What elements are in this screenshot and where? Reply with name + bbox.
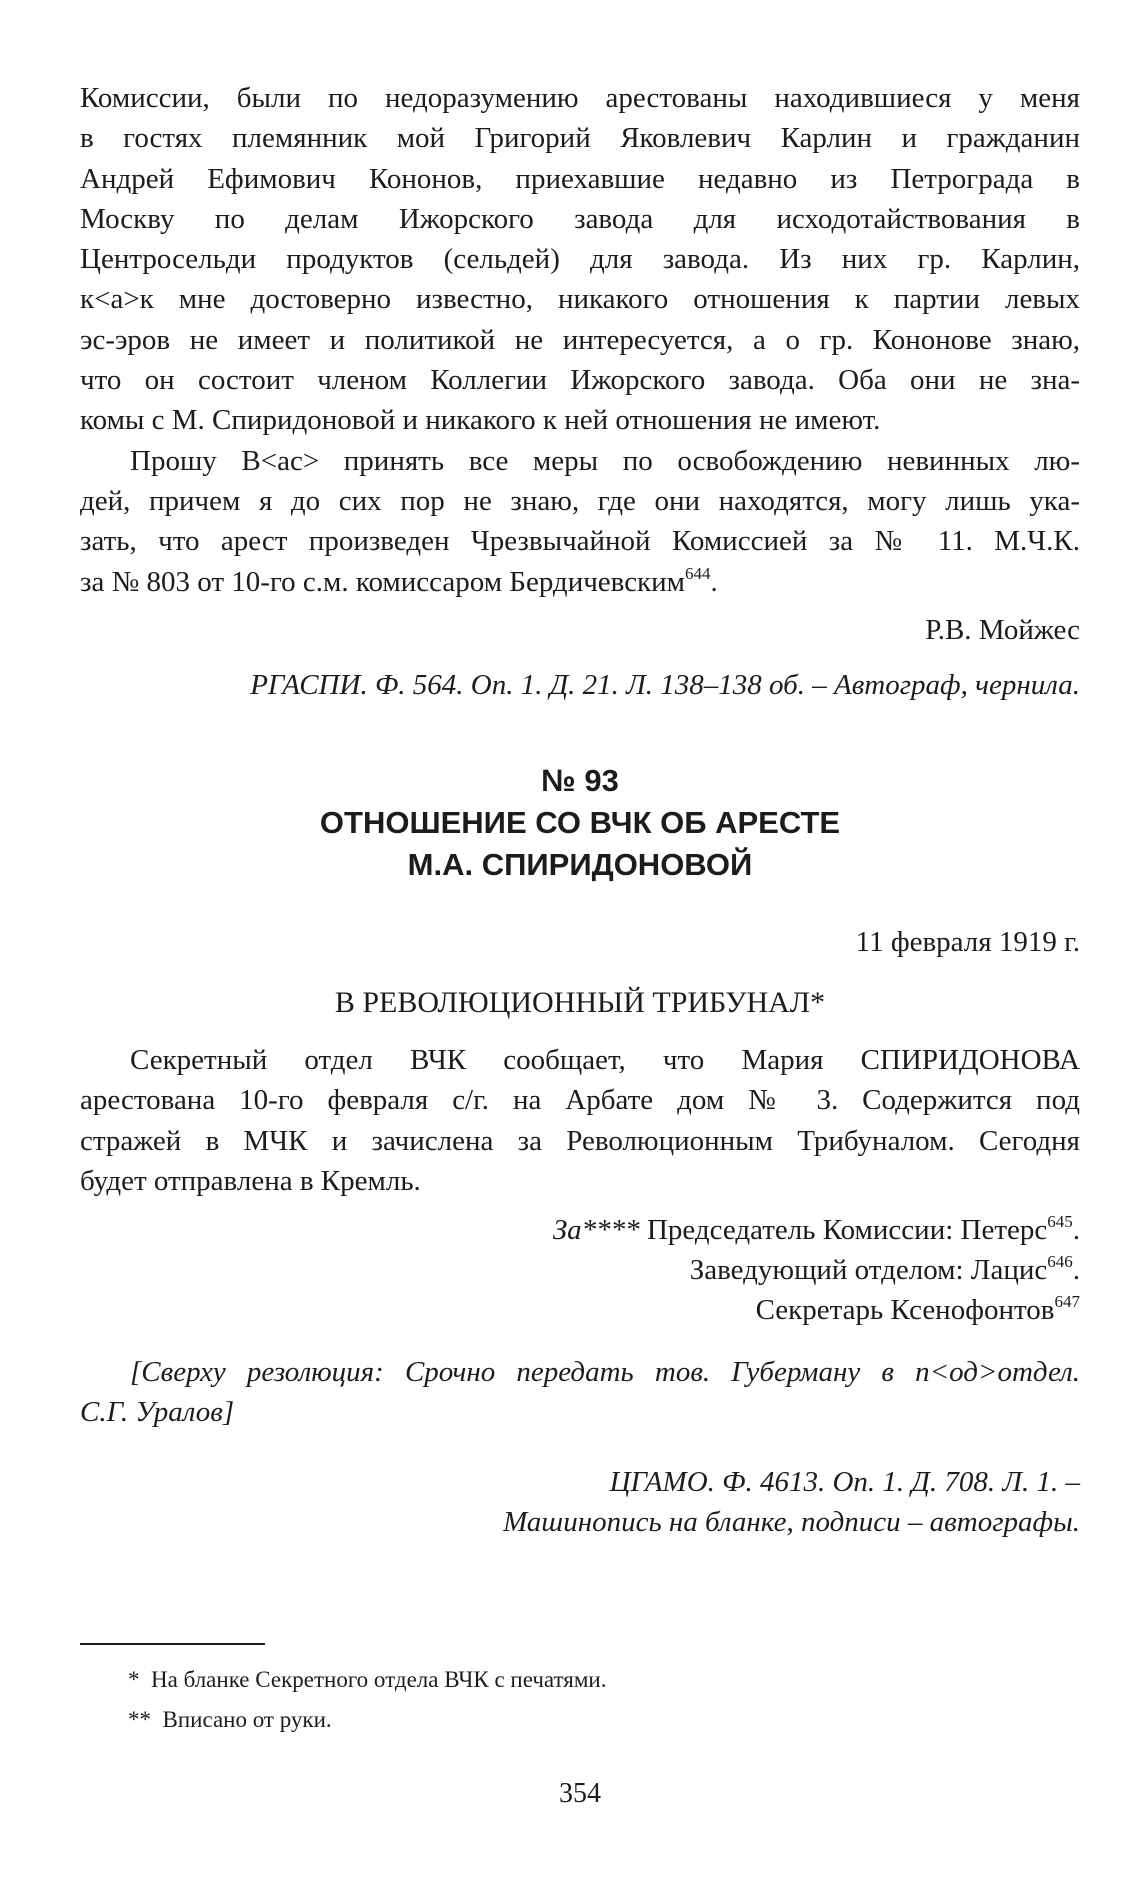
letter-line: дей, причем я до сих пор не знаю, где они находятся, могу лишь ука- xyxy=(80,484,1080,517)
signature-latsis xyxy=(80,1250,1080,1290)
resolution xyxy=(80,1352,1080,1433)
document-title-line2: М.А. СПИРИДОНОВОЙ xyxy=(407,847,753,882)
signature-peters xyxy=(80,1210,1080,1250)
letter-line: в гостях племянник мой Григорий Яковлевич Карлин и гражданин xyxy=(80,122,1080,155)
letter-line: что он состоит членом Коллегии Ижорского завода. Оба они не зна- xyxy=(80,364,1080,397)
page-number: 354 xyxy=(559,1778,601,1809)
source-line2: Машинопись на бланке, подписи – автографы. xyxy=(503,1506,1080,1538)
footnote-mark: * xyxy=(128,1667,140,1692)
signature-end: . xyxy=(1072,1254,1080,1286)
footnote-text: Вписано от руки. xyxy=(162,1707,332,1732)
footnote-ref: 647 xyxy=(1054,1292,1080,1311)
footnote-divider xyxy=(80,1643,265,1645)
letter-line: Центросельди продуктов (сельдей) для завода. Из них гр. Карлин, xyxy=(80,243,1080,276)
signature-ksenofontov xyxy=(80,1290,1080,1330)
letter-archive-source: РГАСПИ. Ф. 564. Оп. 1. Д. 21. Л. 138–138 об. – Автограф, чернила. xyxy=(250,669,1080,701)
letter-line: Прошу В<ас> принять все меры по освобождению невинных лю- xyxy=(130,444,1080,477)
letter-line: Андрей Ефимович Кононов, приехавшие недавно из Петрограда в xyxy=(80,162,1080,195)
line-end: . xyxy=(710,565,718,598)
signature-prefix: За**** xyxy=(552,1214,640,1246)
footnote-ref: 645 xyxy=(1047,1212,1073,1231)
letter-text xyxy=(80,78,1080,602)
letter-line: комы с М. Спиридоновой и никакого к ней отношения не имеют. xyxy=(80,404,881,437)
letter-line: к<а>к мне достоверно известно, никакого отношения к партии левых xyxy=(80,283,1080,316)
document-body xyxy=(80,1040,1080,1201)
footnote xyxy=(128,1665,1028,1695)
signature-text: Заведующий отделом: Лацис xyxy=(689,1254,1048,1286)
letter-line: Комиссии, были по недоразумению арестованы находившиеся у меня xyxy=(80,82,1080,114)
document-archive-source xyxy=(80,1462,1080,1542)
letter-line: эс-эров не имеет и политикой не интересуется, а о гр. Кононове знаю, xyxy=(80,323,1080,356)
footnote-ref: 644 xyxy=(685,563,711,583)
body-line: стражей в МЧК и зачислена за Революционным Трибуналом. Сегодня xyxy=(80,1124,1080,1157)
document-date: 11 февраля 1919 г. xyxy=(855,926,1080,958)
footnote xyxy=(128,1705,1028,1735)
signature-text: Секретарь Ксенофонтов xyxy=(755,1294,1055,1326)
letter-signature: Р.В. Мойжес xyxy=(925,614,1080,646)
footnote-text: На бланке Секретного отдела ВЧК с печатями. xyxy=(151,1667,607,1692)
body-line: арестована 10-го февраля с/г. на Арбате дом № 3. Содержится под xyxy=(80,1084,1080,1117)
footnote-mark: ** xyxy=(128,1707,151,1732)
letter-line: Москву по делам Ижорского завода для исходотайствования в xyxy=(80,202,1080,235)
body-line: Секретный отдел ВЧК сообщает, что Мария СПИРИДОНОВА xyxy=(130,1044,1080,1076)
letter-line: зать, что арест произведен Чрезвычайной Комиссией за № 11. М.Ч.К. xyxy=(80,525,1080,558)
signature-end: . xyxy=(1072,1214,1080,1246)
source-line1: ЦГАМО. Ф. 4613. Оп. 1. Д. 708. Л. 1. – xyxy=(609,1466,1080,1498)
document-number: № 93 xyxy=(541,763,619,798)
document-heading xyxy=(80,760,1080,886)
document-addressee: В РЕВОЛЮЦИОННЫЙ ТРИБУНАЛ* xyxy=(334,986,826,1019)
resolution-line2: С.Г. Уралов] xyxy=(80,1396,235,1429)
signature-text: Председатель Комиссии: Петерс xyxy=(639,1214,1048,1246)
letter-line-last xyxy=(80,562,1080,602)
resolution-line1: [Сверху резолюция: Срочно передать тов. Губерману в п<од>отдел. xyxy=(130,1356,1080,1388)
letter-line: за № 803 от 10-го с.м. комиссаром Бердичевским xyxy=(80,565,686,598)
footnote-ref: 646 xyxy=(1047,1252,1073,1271)
document-title-line1: ОТНОШЕНИЕ СО ВЧК ОБ АРЕСТЕ xyxy=(319,805,841,840)
body-line: будет отправлена в Кремль. xyxy=(80,1164,421,1197)
